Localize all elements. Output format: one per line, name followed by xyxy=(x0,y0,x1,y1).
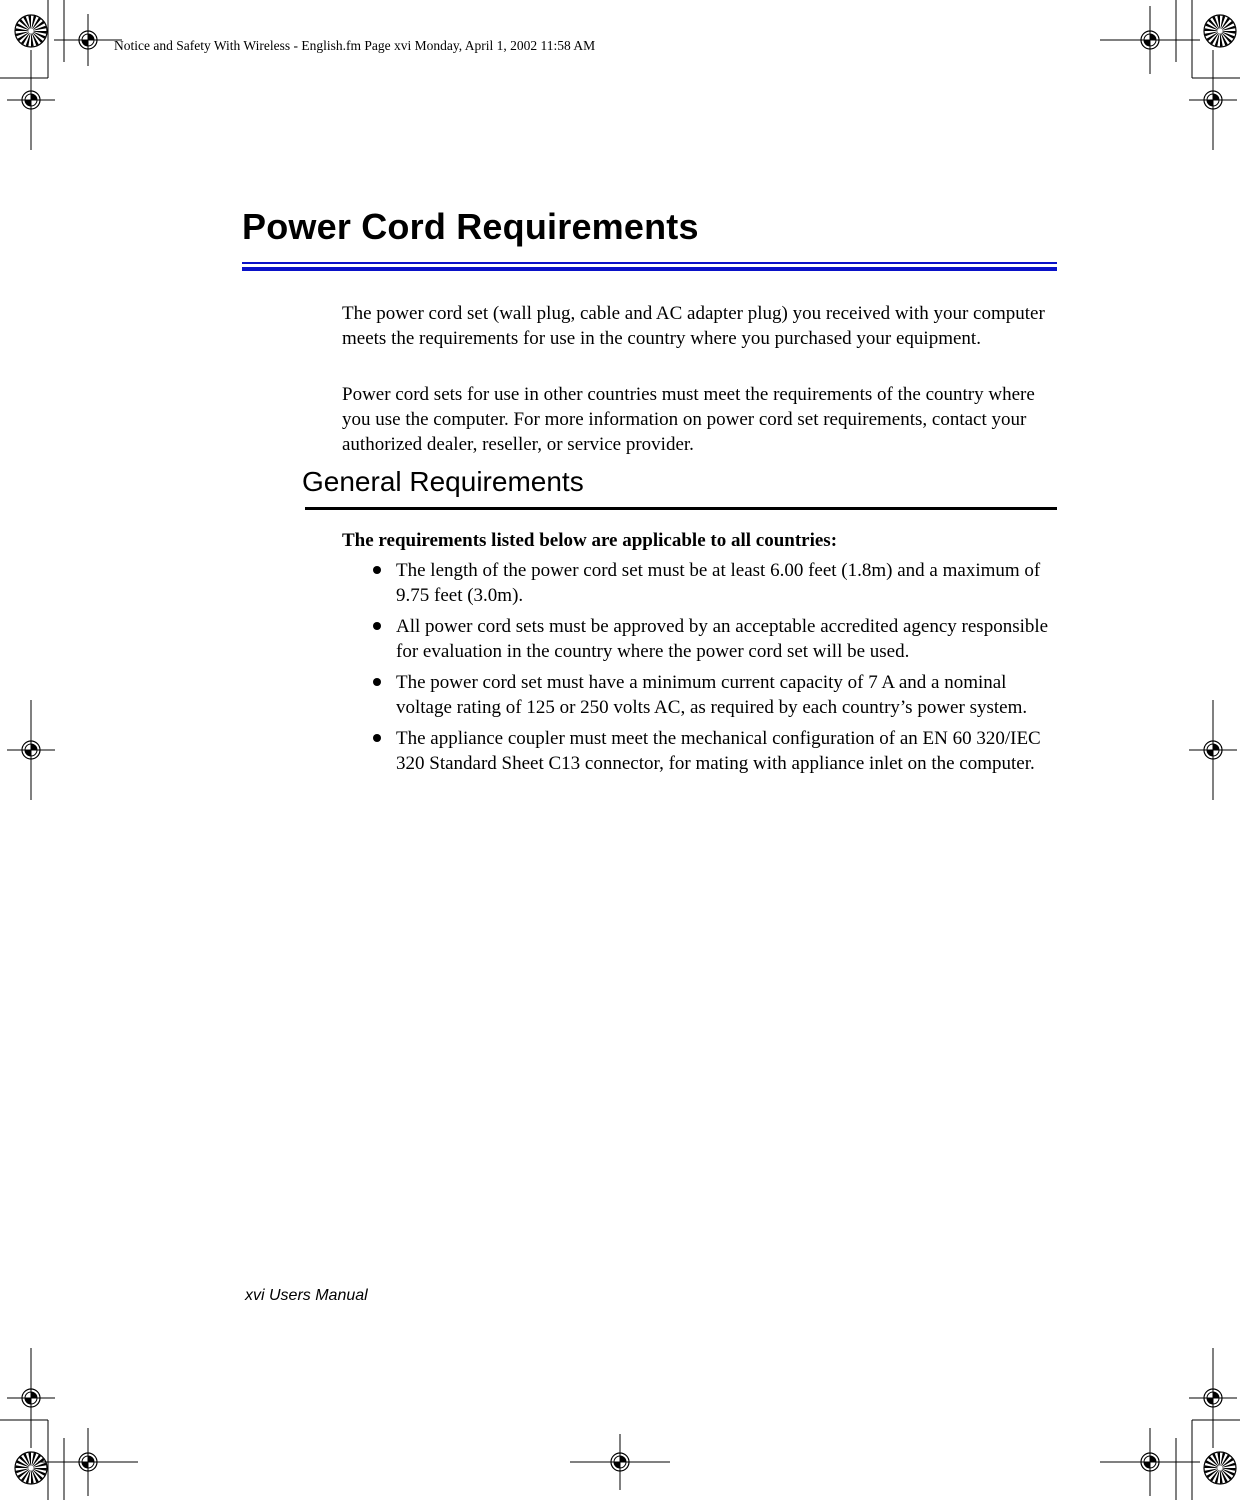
list-item xyxy=(342,726,1062,776)
list-item xyxy=(342,670,1062,720)
intro-paragraph-2: Power cord sets for use in other countries must meet the requirements of the country where you use the computer. For more information on power cord set requirements, contact your authorized dealer, reseller, or service provider. xyxy=(342,384,1035,455)
list-item-text: The power cord set must have a minimum current capacity of 7 A and a nominal voltage rating of 125 or 250 volts AC, as required by each country’s power system. xyxy=(396,672,1028,718)
starburst-target-icon xyxy=(1204,15,1236,47)
section-rule xyxy=(305,507,1057,510)
page-footer: xvi Users Manual xyxy=(245,1287,368,1304)
intro-paragraph-1: The power cord set (wall plug, cable and AC adapter plug) you received with your computer meets the requirements for use in the country where you purchased your equipment. xyxy=(342,303,1045,349)
starburst-target-icon xyxy=(1204,1452,1236,1484)
registration-crosshair-icon xyxy=(1189,50,1237,150)
registration-crosshair-icon xyxy=(7,700,55,800)
bullet-dot-icon xyxy=(373,566,381,574)
registration-crosshair-icon xyxy=(570,1434,670,1490)
page-title: Power Cord Requirements xyxy=(242,206,699,247)
registration-crosshair-icon xyxy=(1189,1348,1237,1448)
starburst-target-icon xyxy=(15,1452,47,1484)
list-item xyxy=(342,614,1062,664)
title-rule-thick xyxy=(242,267,1057,271)
list-item-text: The appliance coupler must meet the mechanical configuration of an EN 60 320/IEC 320 Standard Sheet C13 connector, for mating with appliance inlet on the computer. xyxy=(396,728,1041,774)
bullet-dot-icon xyxy=(373,622,381,630)
registration-crosshair-icon xyxy=(38,1428,138,1496)
list-item xyxy=(342,558,1062,608)
registration-crosshair-icon xyxy=(1100,1428,1200,1496)
bullet-dot-icon xyxy=(373,734,381,742)
registration-crosshair-icon xyxy=(1189,700,1237,800)
list-item-text: The length of the power cord set must be at least 6.00 feet (1.8m) and a maximum of 9.75 feet (3.0m). xyxy=(396,560,1041,606)
requirements-lead: The requirements listed below are applicable to all countries: xyxy=(342,530,838,551)
requirements-list xyxy=(342,558,1062,782)
title-double-rule xyxy=(242,262,1057,272)
starburst-target-icon xyxy=(15,15,47,47)
section-title: General Requirements xyxy=(302,466,584,497)
bullet-dot-icon xyxy=(373,678,381,686)
file-info-header: Notice and Safety With Wireless - English.fm Page xvi Monday, April 1, 2002 11:58 AM xyxy=(114,38,596,53)
title-rule-thin xyxy=(242,262,1057,264)
list-item-text: All power cord sets must be approved by an acceptable accredited agency responsible for evaluation in the country where the power cord set will be used. xyxy=(396,616,1049,662)
registration-crosshair-icon xyxy=(1100,6,1200,74)
